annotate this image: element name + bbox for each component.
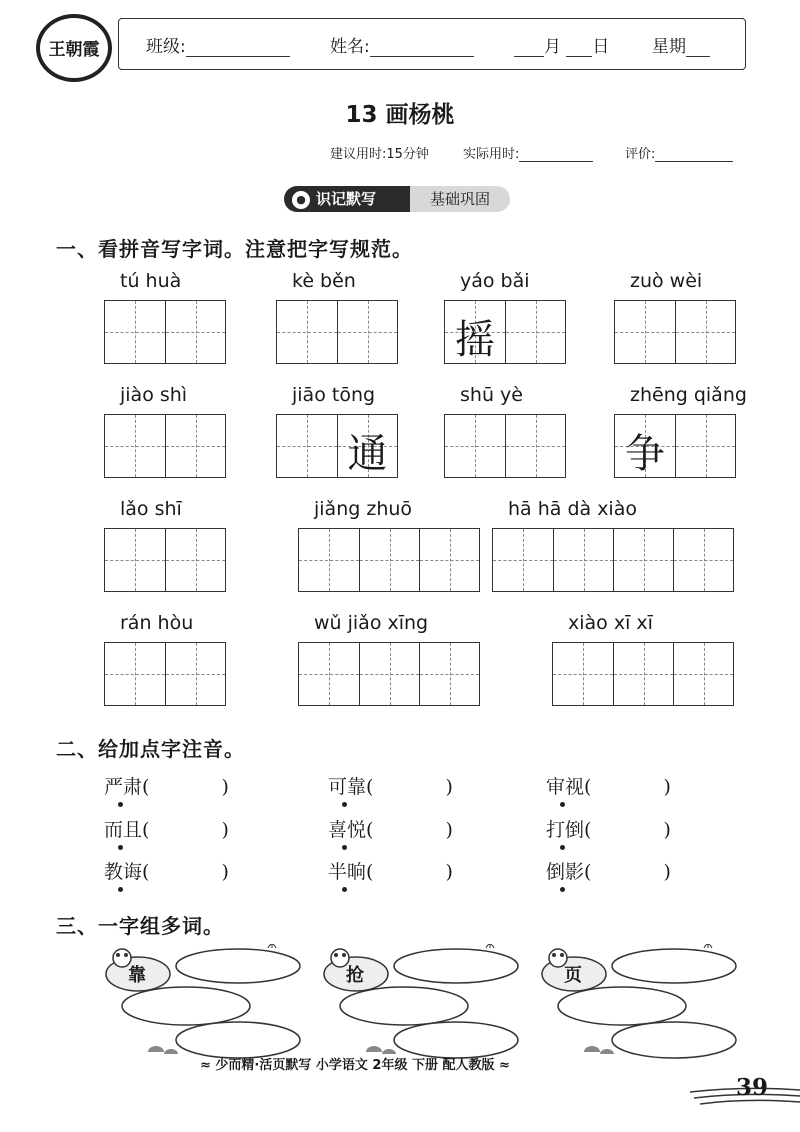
writing-cell[interactable]	[505, 415, 565, 477]
writing-grid	[298, 528, 480, 592]
writing-cell[interactable]	[359, 643, 419, 705]
class-field: 班级:	[146, 32, 290, 57]
writing-cell[interactable]	[673, 529, 733, 591]
writing-cell[interactable]	[615, 415, 675, 477]
pinyin-label: yáo bǎi	[460, 270, 530, 292]
writing-cell[interactable]	[165, 643, 225, 705]
writing-cell[interactable]	[105, 415, 165, 477]
word-web	[100, 944, 310, 1062]
annotation-item	[546, 772, 671, 799]
pinyin-label: zhēng qiǎng	[630, 384, 747, 406]
rating-blank[interactable]	[655, 147, 733, 162]
name-field: 姓名:	[330, 32, 474, 57]
writing-grid	[492, 528, 734, 592]
emphasis-dot	[118, 845, 123, 850]
center-char: 抢	[346, 965, 364, 986]
answer-paren[interactable]: ( )	[584, 861, 671, 883]
writing-cell[interactable]	[105, 643, 165, 705]
writing-grid	[298, 642, 480, 706]
pinyin-label: xiào xī xī	[568, 612, 653, 634]
annotation-item	[546, 815, 671, 842]
pinyin-label: wǔ jiǎo xīng	[314, 612, 429, 634]
writing-cell[interactable]	[675, 415, 735, 477]
writing-cell[interactable]	[493, 529, 553, 591]
weekday-blank[interactable]	[686, 38, 710, 57]
writing-grid	[444, 300, 566, 364]
answer-bubble[interactable]	[612, 1022, 736, 1058]
word: 严肃	[104, 776, 143, 798]
writing-cell[interactable]	[165, 415, 225, 477]
writing-cell[interactable]	[419, 643, 479, 705]
answer-paren[interactable]: ( )	[366, 819, 453, 841]
answer-bubble[interactable]	[176, 1022, 300, 1058]
date-field: 月 日	[514, 32, 609, 57]
writing-cell[interactable]	[337, 415, 397, 477]
cell-char: 争	[625, 431, 665, 477]
writing-cell[interactable]	[277, 415, 337, 477]
answer-paren[interactable]: ( )	[366, 776, 453, 798]
pinyin-label: jiào shì	[120, 384, 188, 406]
stone-icon	[148, 1046, 178, 1054]
writing-cell[interactable]	[419, 529, 479, 591]
writing-grid	[614, 300, 736, 364]
writing-cell[interactable]	[359, 529, 419, 591]
emphasis-dot	[560, 887, 565, 892]
badge-recall: ● 识记默写	[284, 186, 410, 212]
answer-bubble[interactable]	[612, 949, 736, 983]
section1-title: 一、看拼音写字词。注意把字写规范。	[56, 237, 413, 261]
pinyin-label: hā hā dà xiào	[508, 498, 637, 520]
day-blank[interactable]	[566, 38, 592, 57]
writing-grid	[614, 414, 736, 478]
pinyin-label: zuò wèi	[630, 270, 703, 292]
emphasis-dot	[342, 845, 347, 850]
stone-icon	[366, 1046, 396, 1054]
rating: 评价:	[625, 143, 733, 162]
word: 教诲	[104, 861, 143, 883]
emphasis-dot	[118, 887, 123, 892]
writing-grid	[104, 300, 226, 364]
answer-paren[interactable]: ( )	[142, 776, 229, 798]
annotation-item	[104, 772, 229, 799]
section3-title: 三、一字组多词。	[56, 914, 224, 938]
answer-paren[interactable]: ( )	[366, 861, 453, 883]
sprout-icon	[486, 944, 494, 948]
badge-basic: 基础巩固	[410, 186, 510, 212]
center-char: 页	[564, 965, 582, 986]
writing-cell[interactable]	[445, 301, 505, 363]
sprout-icon	[704, 944, 712, 948]
answer-bubble[interactable]	[176, 949, 300, 983]
stone-icon	[584, 1046, 614, 1054]
center-char: 靠	[128, 965, 146, 986]
writing-cell[interactable]	[299, 529, 359, 591]
pinyin-label: lǎo shī	[120, 498, 182, 520]
writing-grid	[104, 642, 226, 706]
answer-paren[interactable]: ( )	[142, 861, 229, 883]
word-web	[318, 944, 528, 1062]
section2-title: 二、给加点字注音。	[56, 737, 245, 761]
emphasis-dot	[342, 802, 347, 807]
annotation-item	[104, 857, 229, 884]
annotation-item	[328, 772, 453, 799]
emphasis-dot	[560, 845, 565, 850]
actual-time: 实际用时:	[463, 143, 593, 162]
emphasis-dot	[118, 802, 123, 807]
month-blank[interactable]	[514, 38, 544, 57]
cell-char: 摇	[455, 317, 495, 363]
answer-bubble[interactable]	[122, 987, 250, 1025]
answer-bubble[interactable]	[394, 1022, 518, 1058]
word: 可靠	[328, 776, 367, 798]
class-blank[interactable]	[186, 38, 290, 57]
writing-cell[interactable]	[553, 643, 613, 705]
writing-cell[interactable]	[505, 301, 565, 363]
word: 审视	[546, 776, 585, 798]
answer-bubble[interactable]	[558, 987, 686, 1025]
writing-cell[interactable]	[613, 643, 673, 705]
word: 倒影	[546, 861, 585, 883]
word: 喜悦	[328, 819, 367, 841]
name-blank[interactable]	[370, 38, 474, 57]
answer-bubble[interactable]	[340, 987, 468, 1025]
page-number: 39	[736, 1074, 769, 1101]
writing-grid	[444, 414, 566, 478]
pinyin-label: rán hòu	[120, 612, 194, 634]
writing-cell[interactable]	[673, 643, 733, 705]
answer-paren[interactable]: ( )	[142, 819, 229, 841]
annotation-item	[546, 857, 671, 884]
page-title: 13 画杨桃	[345, 102, 455, 128]
annotation-item	[328, 857, 453, 884]
writing-cell[interactable]	[337, 301, 397, 363]
writing-cell[interactable]	[277, 301, 337, 363]
answer-paren[interactable]: ( )	[584, 819, 671, 841]
publisher-logo	[36, 14, 112, 82]
writing-cell[interactable]	[105, 529, 165, 591]
logo-text: 王朝霞	[48, 40, 100, 60]
writing-grid	[276, 414, 398, 478]
emphasis-dot	[342, 887, 347, 892]
pinyin-label: jiǎng zhuō	[314, 498, 413, 520]
answer-bubble[interactable]	[394, 949, 518, 983]
writing-cell[interactable]	[445, 415, 505, 477]
pinyin-label: tú huà	[120, 270, 182, 292]
writing-cell[interactable]	[165, 301, 225, 363]
writing-grid	[276, 300, 398, 364]
actual-time-blank[interactable]	[519, 147, 593, 162]
word: 半晌	[328, 861, 367, 883]
writing-cell[interactable]	[615, 301, 675, 363]
pinyin-label: shū yè	[460, 384, 523, 406]
annotation-item	[328, 815, 453, 842]
emphasis-dot	[560, 802, 565, 807]
writing-grid	[552, 642, 734, 706]
writing-cell[interactable]	[675, 301, 735, 363]
weekday-field: 星期	[652, 32, 710, 57]
writing-cell[interactable]	[105, 301, 165, 363]
cell-char: 通	[347, 431, 388, 477]
writing-cell[interactable]	[299, 643, 359, 705]
medal-icon: ●	[292, 191, 310, 209]
writing-cell[interactable]	[613, 529, 673, 591]
word: 而且	[104, 819, 143, 841]
annotation-item	[104, 815, 229, 842]
pinyin-label: jiāo tōng	[292, 384, 376, 406]
writing-grid	[104, 414, 226, 478]
word: 打倒	[546, 819, 585, 841]
suggested-time: 建议用时:15分钟	[330, 147, 429, 162]
word-web	[536, 944, 746, 1062]
writing-cell[interactable]	[553, 529, 613, 591]
writing-cell[interactable]	[165, 529, 225, 591]
answer-paren[interactable]: ( )	[584, 776, 671, 798]
sprout-icon	[268, 944, 276, 948]
pinyin-label: kè běn	[292, 270, 356, 292]
footer-text: ≈ 少而精·活页默写 小学语文 2年级 下册 配人教版 ≈	[200, 1058, 510, 1073]
writing-grid	[104, 528, 226, 592]
